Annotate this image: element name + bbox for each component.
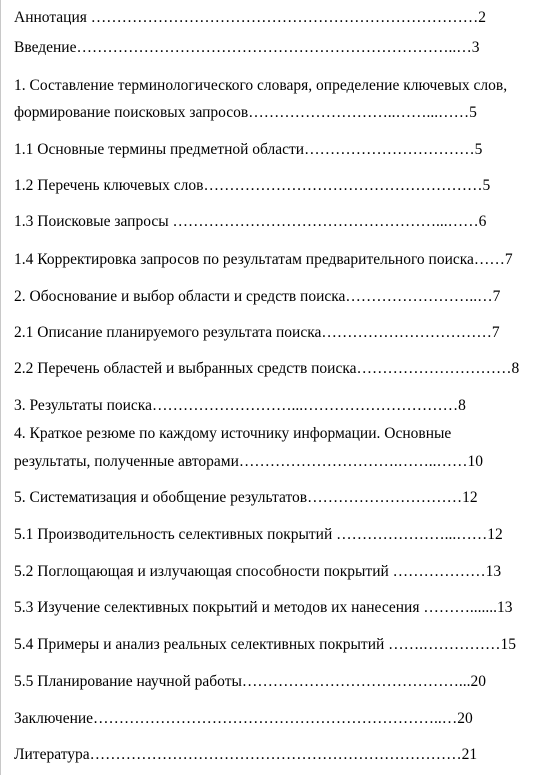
toc-entry-3: 3. Результаты поиска………………………...…………………………8: [14, 397, 466, 414]
toc-entry-literature: Литература………………………………………………………………21: [14, 746, 478, 763]
toc-entry-2-2: 2.2 Перечень областей и выбранных средств поиска…………………………8: [14, 360, 520, 377]
toc-entry-2-1: 2.1 Описание планируемого результата поиска……………………………7: [14, 324, 500, 341]
toc-entry-annotation: Аннотация …………………………………………………………………2: [14, 9, 487, 26]
toc-entry-4-line1: 4. Краткое резюме по каждому источнику информации. Основные: [14, 425, 452, 442]
toc-entry-2: 2. Обоснование и выбор области и средств поиска……………………..…7: [14, 288, 501, 305]
toc-entry-5-1: 5.1 Производительность селективных покрытий …………………...……12: [14, 526, 503, 543]
toc-entry-4-line2: результаты, полученные авторами………………………….……..……10: [14, 453, 484, 470]
toc-entry-1-1: 1.1 Основные термины предметной области……………………………5: [14, 141, 483, 158]
toc-entry-1-line2: формирование поисковых запросов………………………..……...……5: [14, 104, 477, 121]
toc-entry-5-3: 5.3 Изучение селективных покрытий и методов их нанесения ……….......13: [14, 599, 513, 616]
toc-entry-5-2: 5.2 Поглощающая и излучающая способности покрытий ………………13: [14, 563, 502, 580]
toc-entry-5-4: 5.4 Примеры и анализ реальных селективных покрытий …….……………15: [14, 636, 517, 653]
toc-entry-5: 5. Систематизация и обобщение результатов…………………………12: [14, 489, 478, 506]
toc-entry-introduction: Введение………………………………………………………………..…3: [14, 39, 480, 56]
toc-entry-1-4: 1.4 Корректировка запросов по результатам предварительного поиска……7: [14, 251, 513, 268]
toc-entry-1-line1: 1. Составление терминологического словаря, определение ключевых слов,: [14, 77, 508, 94]
toc-entry-5-5: 5.5 Планирование научной работы……………………………………...20: [14, 673, 487, 690]
toc-entry-1-2: 1.2 Перечень ключевых слов………………………………………………5: [14, 177, 491, 194]
toc-entry-1-3: 1.3 Поисковые запросы ……………………………………………...……6: [14, 213, 487, 230]
toc-entry-conclusion: Заключение…………………………………………………………..…20: [14, 710, 473, 727]
